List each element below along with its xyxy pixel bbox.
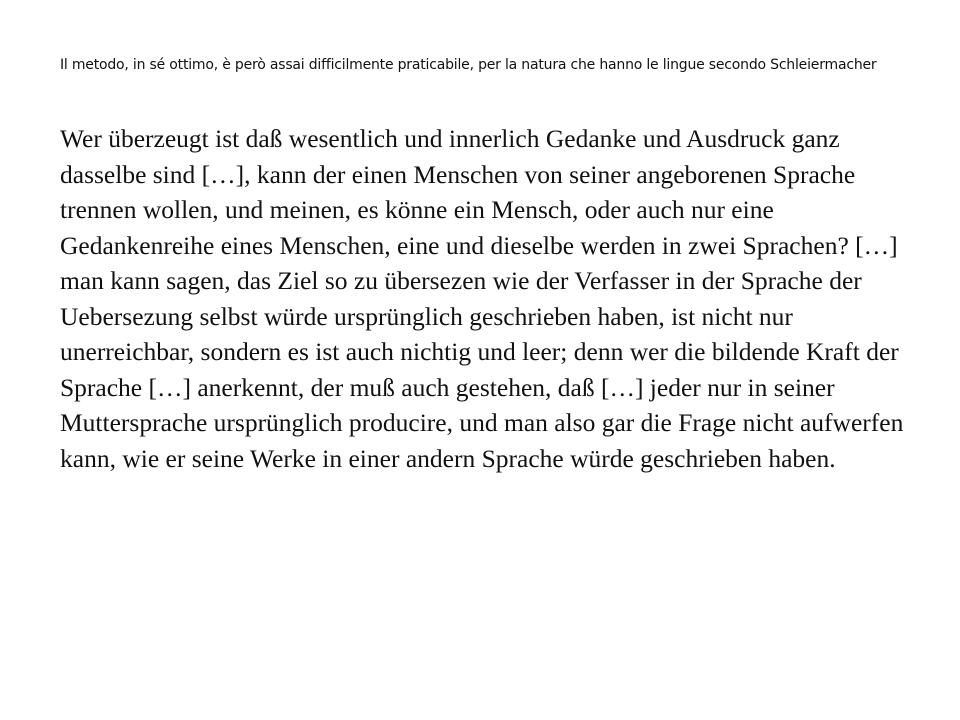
slide-title: Il metodo, in sé ottimo, è però assai difficilmente praticabile, per la natura che hanno le lingue secondo Schleiermacher: [60, 57, 877, 73]
quote-text: Wer überzeugt ist daß wesentlich und innerlich Gedanke und Ausdruck ganz dasselbe sind […], kann der einen Menschen von seiner angeborenen Sprache trennen wollen, und meinen, es könne ein Mensch, oder auch nur eine Gedankenreihe eines Menschen, eine und dieselbe werden in zwei Sprachen? […] man kann sagen, das Ziel so zu übersezen wie der Verfasser in der Sprache der Uebersezung selbst würde ursprünglich geschrieben haben, ist nicht nur unerreichbar, sondern es ist auch nichtig und leer; denn wer die bildende Kraft der Sprache […] anerkennt, der muß auch gestehen, daß […] jeder nur in seiner Muttersprache ursprünglich producire, und man also gar die Frage nicht aufwerfen kann, wie er seine Werke in einer andern Sprache würde geschrieben haben.: [60, 124, 904, 473]
